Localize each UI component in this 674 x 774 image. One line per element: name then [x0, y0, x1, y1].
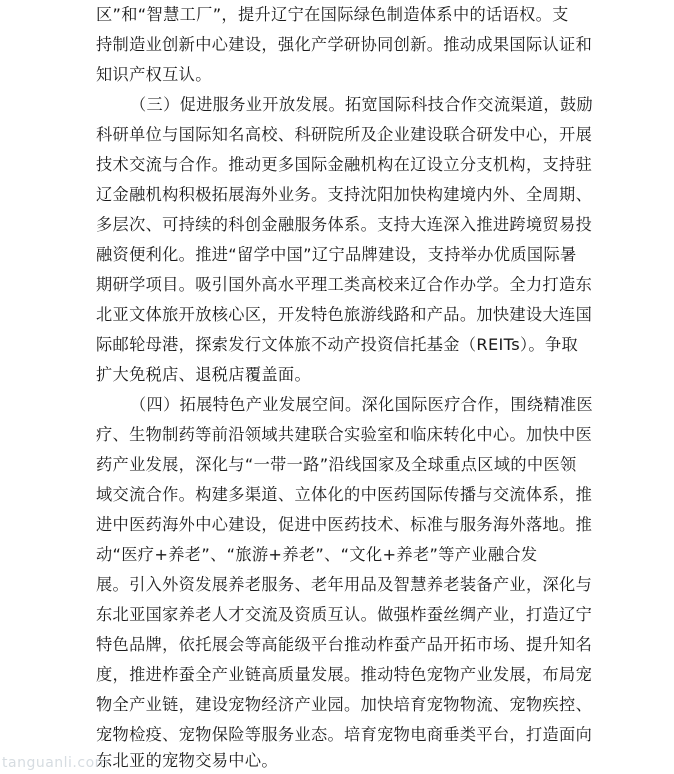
text-line-18: 进中医药海外中心建设，促进中医药技术、标准与服务海外落地。推	[96, 515, 593, 534]
text-line-17: 域交流合作。构建多渠道、立体化的中医药国际传播与交流体系，推	[96, 485, 593, 504]
text-line-6: 技术交流与合作。推动更多国际金融机构在辽设立分支机构，支持驻	[96, 155, 593, 174]
text-line-16: 药产业发展，深化与“一带一路”沿线国家及全球重点区域的中医领	[96, 455, 577, 474]
text-line-7: 辽金融机构积极拓展海外业务。支持沈阳加快构建境内外、全周期、	[96, 185, 593, 204]
text-line-12: 际邮轮母港，探索发行文体旅不动产投资信托基金（REITs）。争取	[96, 335, 579, 354]
paragraph-heading-4: （四）拓展特色产业发展空间。深化国际医疗合作，围绕精准医	[130, 395, 594, 414]
text-line-26: 东北亚的宠物交易中心。	[96, 751, 278, 770]
text-line-20: 展。引入外资发展养老服务、老年用品及智慧养老装备产业，深化与	[96, 575, 593, 594]
paragraph-heading-3: （三）促进服务业开放发展。拓宽国际科技合作交流渠道，鼓励	[130, 95, 594, 114]
text-line-11: 北亚文体旅开放核心区，开发特色旅游线路和产品。加快建设大连国	[96, 305, 593, 324]
text-line-13: 扩大免税店、退税店覆盖面。	[96, 365, 311, 384]
text-line-9: 融资便利化。推进“留学中国”辽宁品牌建设，支持举办优质国际暑	[96, 245, 577, 264]
text-line-5: 科研单位与国际知名高校、科研院所及企业建设联合研发中心，开展	[96, 125, 593, 144]
text-line-21: 东北亚国家养老人才交流及资质互认。做强柞蚕丝绸产业，打造辽宁	[96, 605, 593, 624]
text-line-24: 物全产业链，建设宠物经济产业园。加快培育宠物物流、宠物疾控、	[96, 695, 593, 714]
text-line-25: 宠物检疫、宠物保险等服务业态。培育宠物电商垂类平台，打造面向	[96, 725, 593, 744]
text-line-8: 多层次、可持续的科创金融服务体系。支持大连深入推进跨境贸易投	[96, 215, 593, 234]
text-line-10: 期研学项目。吸引国外高水平理工类高校来辽合作办学。全力打造东	[96, 275, 593, 294]
text-line-1: 区”和“智慧工厂”，提升辽宁在国际绿色制造体系中的话语权。支	[96, 5, 569, 24]
text-line-23: 度，推进柞蚕全产业链高质量发展。推动特色宠物产业发展，布局宠	[96, 665, 593, 684]
text-line-22: 特色品牌，依托展会等高能级平台推动柞蚕产品开拓市场、提升知名	[96, 635, 593, 654]
text-line-3: 知识产权互认。	[96, 65, 212, 84]
text-line-19: 动“医疗+养老”、“旅游+养老”、“文化+养老”等产业融合发	[96, 545, 538, 564]
text-line-2: 持制造业创新中心建设，强化产学研协同创新。推动成果国际认证和	[96, 35, 593, 54]
text-line-15: 疗、生物制药等前沿领域共建联合实验室和临床转化中心。加快中医	[96, 425, 593, 444]
site-watermark: tanguanli.com	[2, 755, 109, 771]
